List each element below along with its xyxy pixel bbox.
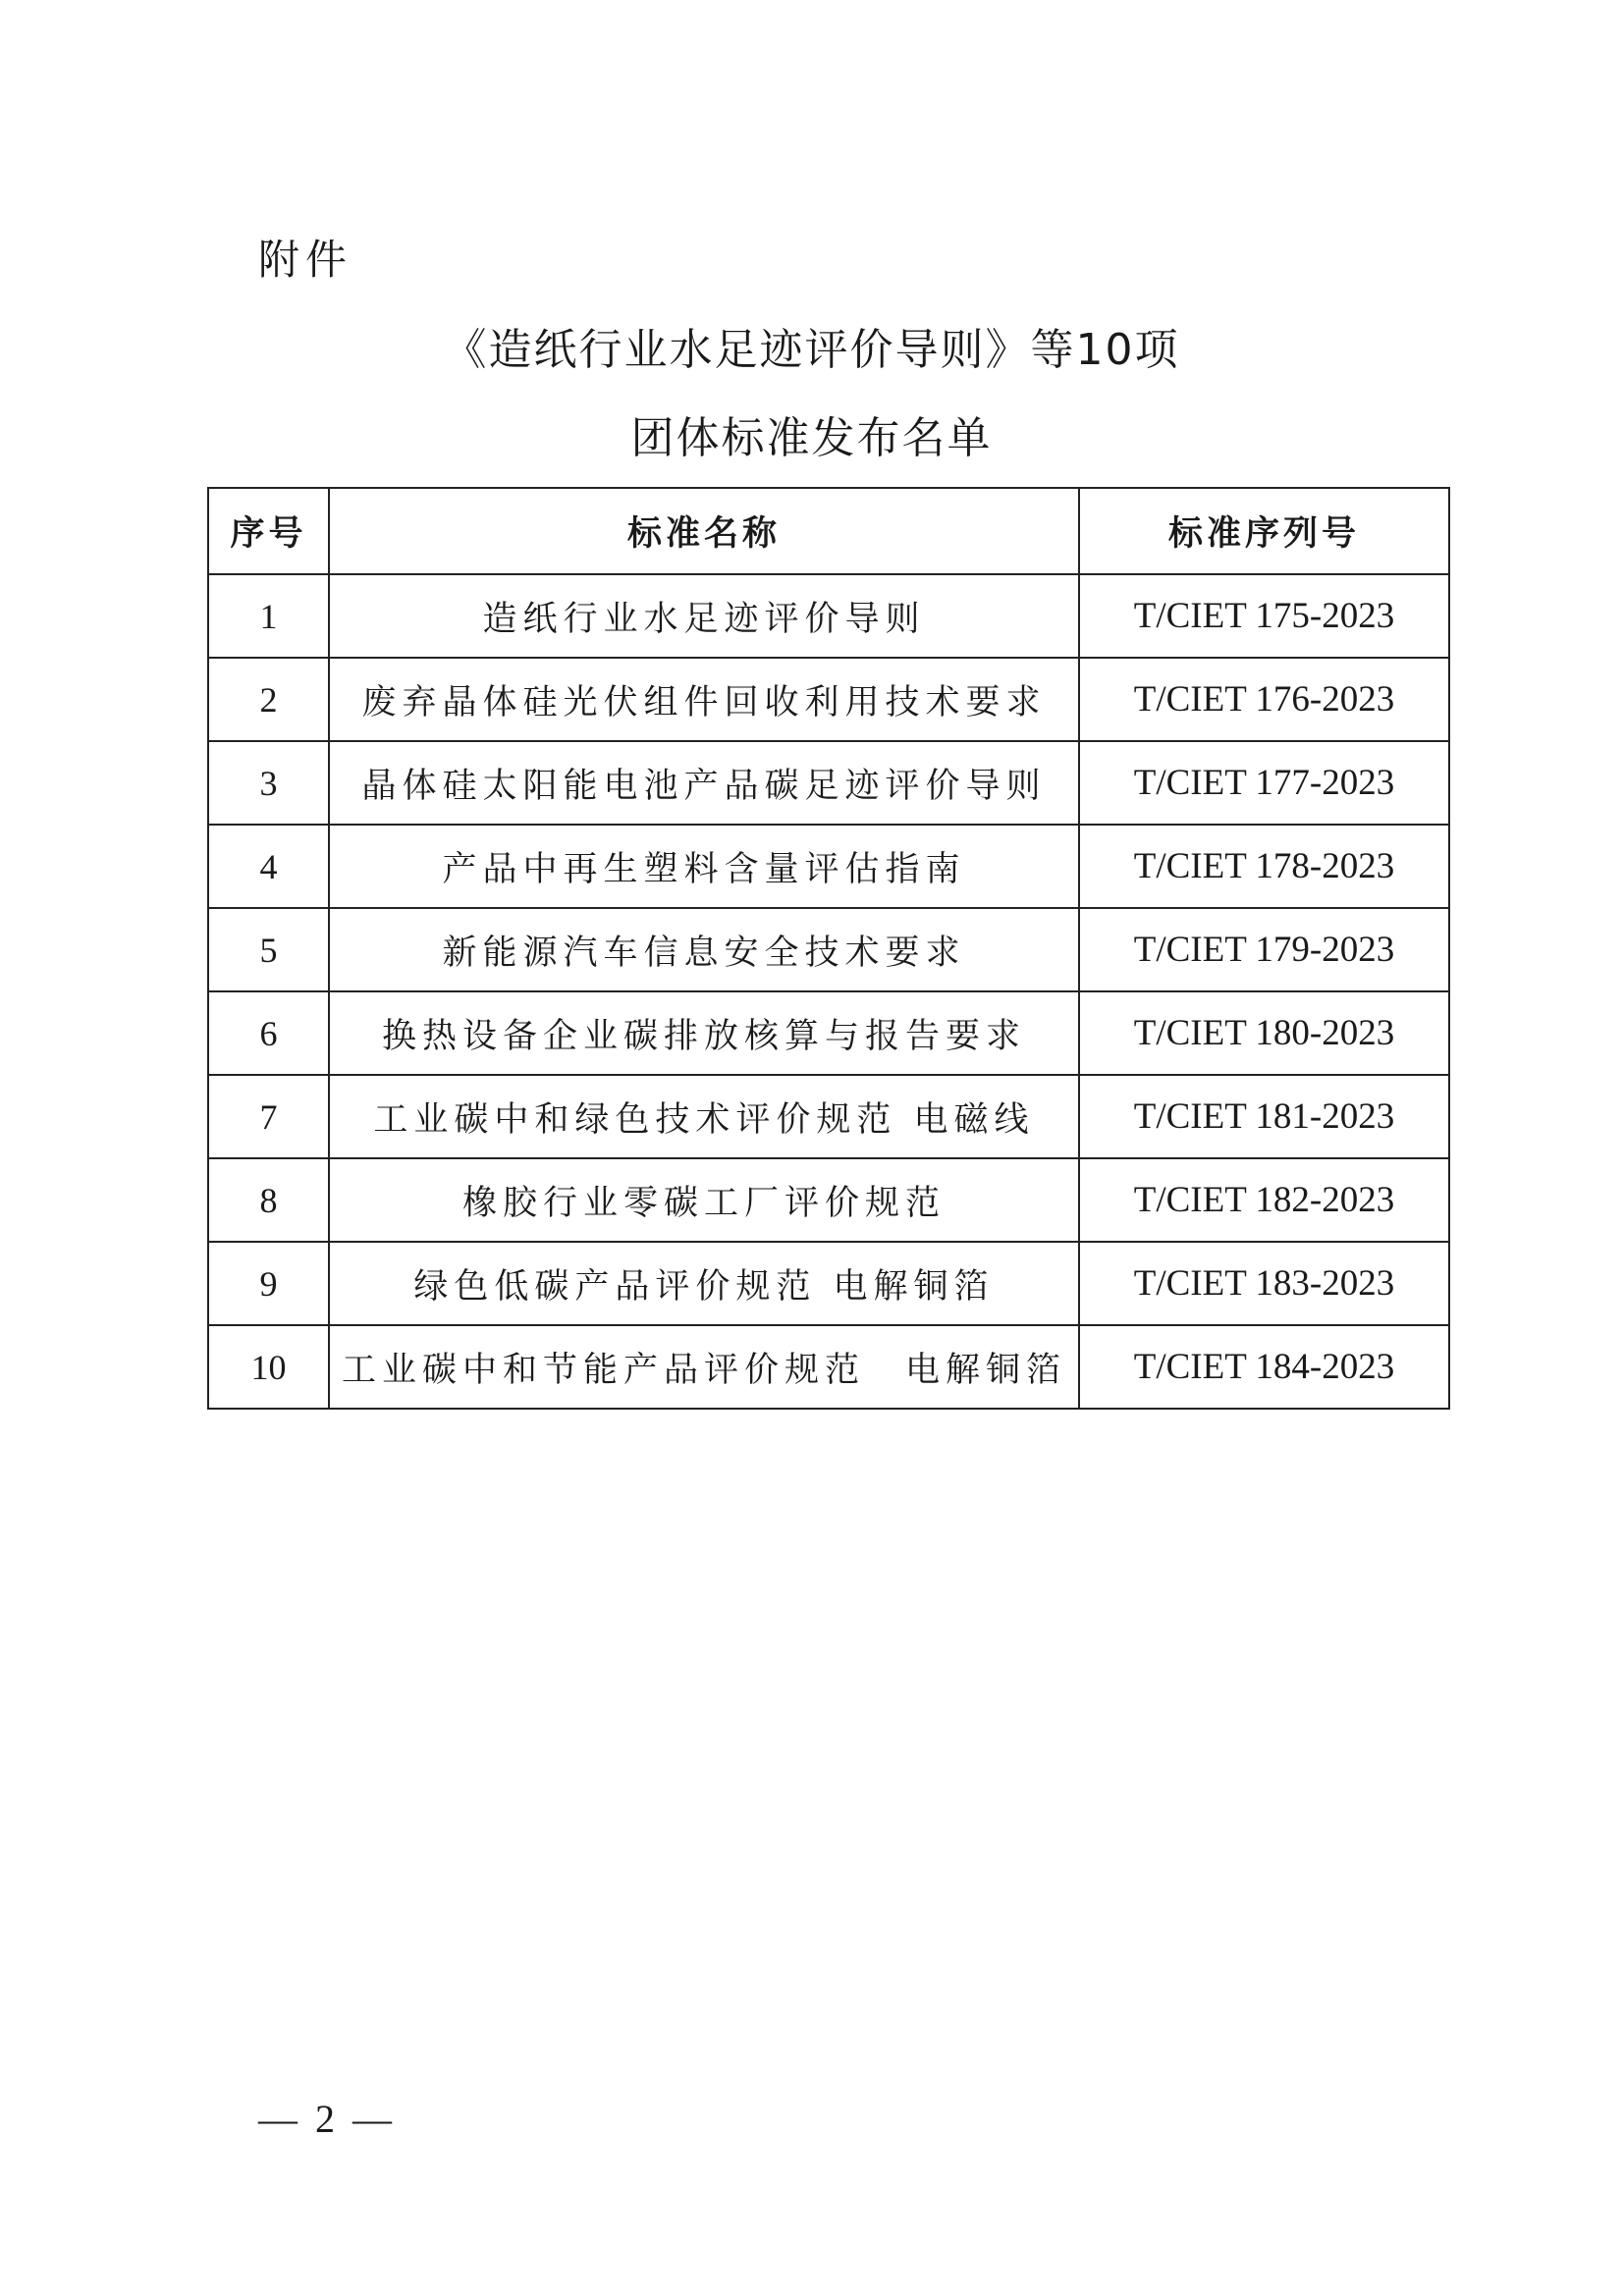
- table-row: [208, 741, 1449, 825]
- row-number: 1: [208, 574, 329, 658]
- standard-name: 造纸行业水足迹评价导则: [329, 574, 1079, 658]
- table-header-row: [208, 488, 1449, 574]
- standard-code: T/CIET 179-2023: [1079, 908, 1449, 991]
- standard-code: T/CIET 182-2023: [1079, 1158, 1449, 1242]
- header-number: 序号: [208, 488, 329, 574]
- standard-code: T/CIET 175-2023: [1079, 574, 1449, 658]
- document-title-line2: 团体标准发布名单: [630, 413, 993, 463]
- row-number: 10: [208, 1325, 329, 1409]
- standard-name: 产品中再生塑料含量评估指南: [329, 825, 1079, 908]
- standard-name: 绿色低碳产品评价规范 电解铜箔: [329, 1242, 1079, 1325]
- table-row: [208, 1242, 1449, 1325]
- table-row: [208, 1075, 1449, 1158]
- standard-code: T/CIET 178-2023: [1079, 825, 1449, 908]
- standards-table: [207, 487, 1450, 1410]
- table-row: [208, 991, 1449, 1075]
- row-number: 7: [208, 1075, 329, 1158]
- standard-code: T/CIET 183-2023: [1079, 1242, 1449, 1325]
- document-title-line1: 《造纸行业水足迹评价导则》等10项: [443, 325, 1180, 375]
- standard-name: 工业碳中和节能产品评价规范 电解铜箔: [329, 1325, 1079, 1409]
- table-row: [208, 908, 1449, 991]
- table-row: [208, 658, 1449, 741]
- row-number: 3: [208, 741, 329, 825]
- standard-name: 工业碳中和绿色技术评价规范 电磁线: [329, 1075, 1079, 1158]
- table-row: [208, 1158, 1449, 1242]
- standard-name: 晶体硅太阳能电池产品碳足迹评价导则: [329, 741, 1079, 825]
- standard-name: 新能源汽车信息安全技术要求: [329, 908, 1079, 991]
- table-row: [208, 1325, 1449, 1409]
- standard-name: 废弃晶体硅光伏组件回收利用技术要求: [329, 658, 1079, 741]
- page-number: — 2 —: [258, 2097, 396, 2141]
- standard-name: 换热设备企业碳排放核算与报告要求: [329, 991, 1079, 1075]
- row-number: 5: [208, 908, 329, 991]
- row-number: 9: [208, 1242, 329, 1325]
- standard-code: T/CIET 177-2023: [1079, 741, 1449, 825]
- standard-code: T/CIET 181-2023: [1079, 1075, 1449, 1158]
- attachment-label: 附件: [258, 236, 353, 284]
- row-number: 4: [208, 825, 329, 908]
- standard-code: T/CIET 180-2023: [1079, 991, 1449, 1075]
- row-number: 2: [208, 658, 329, 741]
- standard-name: 橡胶行业零碳工厂评价规范: [329, 1158, 1079, 1242]
- table-row: [208, 574, 1449, 658]
- standard-code: T/CIET 184-2023: [1079, 1325, 1449, 1409]
- header-standard-name: 标准名称: [329, 488, 1079, 574]
- table-row: [208, 825, 1449, 908]
- row-number: 6: [208, 991, 329, 1075]
- standard-code: T/CIET 176-2023: [1079, 658, 1449, 741]
- header-standard-code: 标准序列号: [1079, 488, 1449, 574]
- row-number: 8: [208, 1158, 329, 1242]
